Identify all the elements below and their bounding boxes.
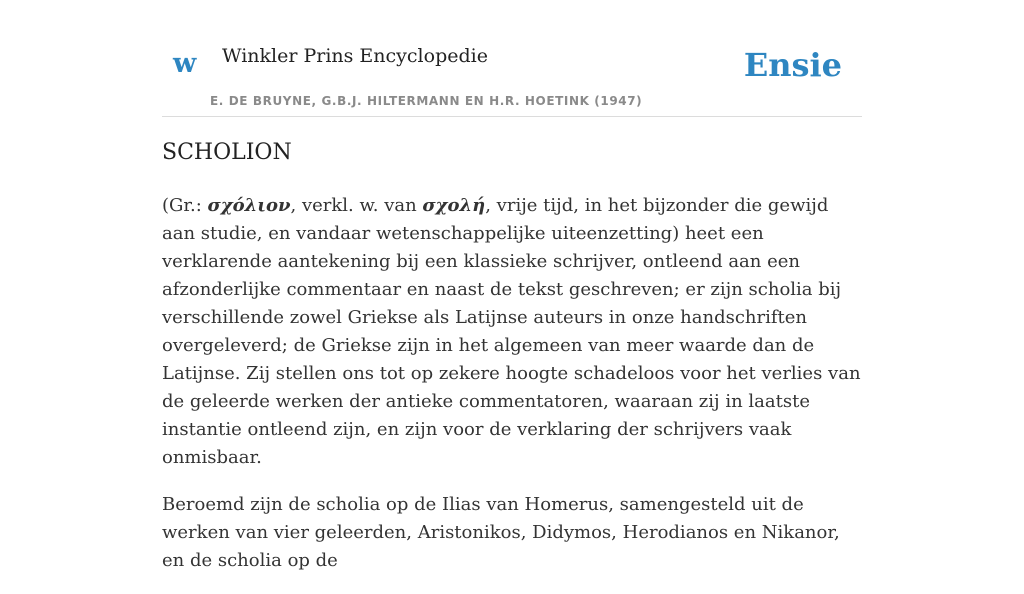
greek-term-schole: σχολή (422, 195, 486, 216)
p1-mid: , verkl. w. van (290, 195, 423, 216)
authors-line: E. DE BRUYNE, G.B.J. HILTERMANN EN H.R. HOETINK (1947) (210, 94, 643, 108)
article-body (162, 192, 862, 594)
paragraph-2: Beroemd zijn de scholia op de Ilias van Homerus, samengesteld uit de werken van vier geleerden, Aristonikos, Didymos, Herodianos en Nikanor, en de scholia op de (162, 494, 840, 571)
site-header (162, 0, 862, 117)
paragraph-1 (162, 192, 862, 472)
site-title[interactable]: Winkler Prins Encyclopedie (222, 45, 488, 67)
p1-pre: (Gr.: (162, 195, 208, 216)
logo-w-icon[interactable]: w (173, 48, 197, 79)
article-title: SCHOLION (162, 140, 292, 165)
greek-term-scholion: σχόλιον (207, 195, 291, 216)
p1-post: , vrije tijd, in het bijzonder die gewijd aan studie, en vandaar wetenschappelijke uiteenzetting) heet een verklarende aantekening bij een klassieke schrijver, ontleend aan een afzonderlijke commentaar en naast de tekst geschreven; er zijn scholia bij verschillende zowel Griekse als Latijnse auteurs in onze handschriften overgeleverd; de Griekse zijn in het algemeen van meer waarde dan de Latijnse. Zij stellen ons tot op zekere hoogte schadeloos voor het verlies van de geleerde werken der antieke commentatoren, waaraan zij in laatste instantie ontleend zijn, en zijn voor de verklaring der schrijvers vaak onmisbaar. (162, 195, 861, 468)
ensie-logo[interactable]: Ensie (743, 46, 842, 84)
